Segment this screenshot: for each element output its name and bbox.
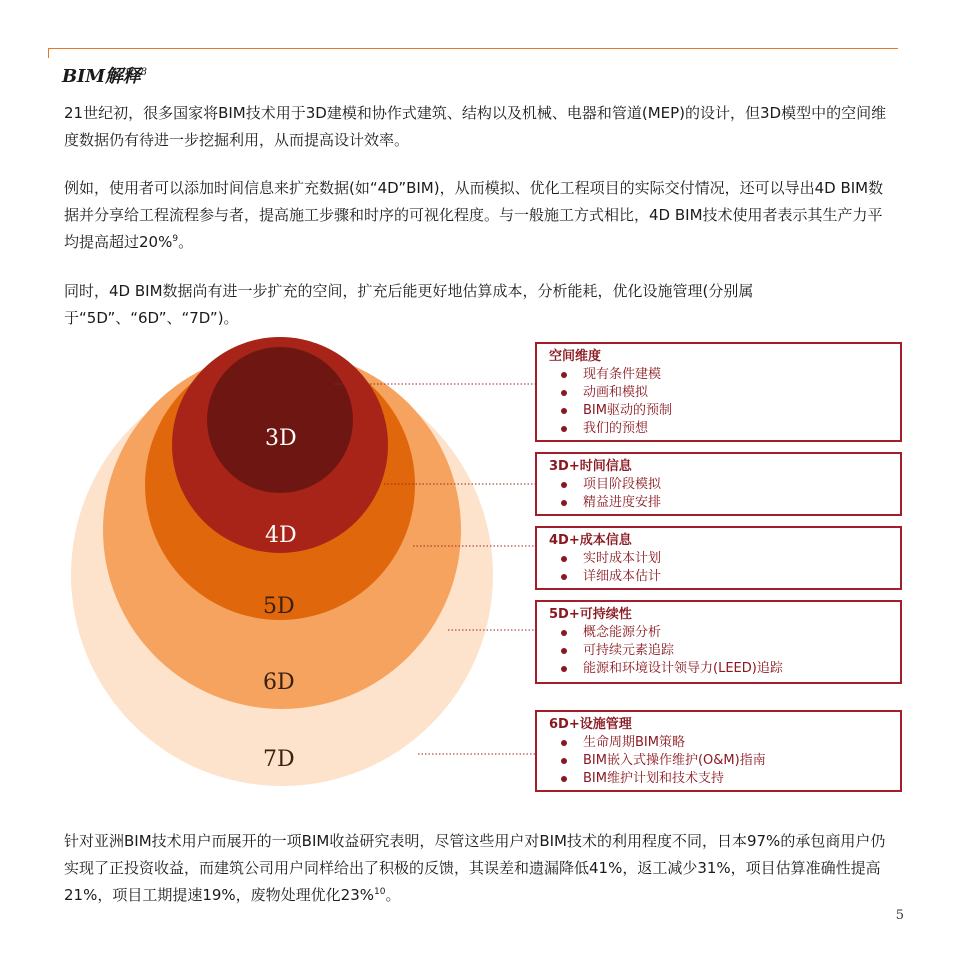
- bullet-icon: [561, 630, 567, 636]
- list-item: [557, 624, 888, 642]
- paragraph-study-end: 。: [385, 886, 401, 904]
- paragraph-4d-text: 例如，使用者可以添加时间信息来扩充数据(如“4D”BIM)，从而模拟、优化工程项目的实际交付情况，还可以导出4D BIM数据并分享给工程流程参与者，提高施工步骤和时序的可视化程度。与一般施工方式相比，4D BIM技术使用者表示其生产力平均提高超过20%: [64, 179, 884, 251]
- list-item-text: 项目阶段模拟: [583, 477, 662, 492]
- box-list: [549, 734, 888, 788]
- box-sustainability: [535, 600, 902, 684]
- bim-dimensions-diagram: [0, 330, 960, 830]
- paragraph-4d-end: 。: [178, 233, 194, 251]
- list-item: [557, 568, 888, 586]
- bullet-icon: [561, 482, 567, 488]
- list-item: [557, 550, 888, 568]
- bullet-icon: [561, 740, 567, 746]
- ring-label-4d: 4D: [265, 523, 297, 548]
- ring-label-7d: 7D: [263, 747, 295, 772]
- bullet-icon: [561, 500, 567, 506]
- list-item: [557, 642, 888, 660]
- bullet-icon: [561, 426, 567, 432]
- list-item-text: 我们的预想: [583, 421, 649, 436]
- ring-3d: [207, 347, 353, 493]
- section-title: [62, 62, 147, 88]
- header-rule: [48, 48, 898, 49]
- footnote-ref: 10: [374, 887, 386, 897]
- list-item-text: 可持续元素追踪: [583, 643, 675, 658]
- bullet-icon: [561, 758, 567, 764]
- paragraph-extension: 同时，4D BIM数据尚有进一步扩充的空间，扩充后能更好地估算成本，分析能耗，优化设施管理(分别属于“5D”、“6D”、“7D”)。: [64, 282, 754, 327]
- box-list: [549, 550, 888, 586]
- list-item-text: 动画和模拟: [583, 385, 649, 400]
- box-list: [549, 476, 888, 512]
- list-item-text: 现有条件建模: [583, 367, 662, 382]
- bullet-icon: [561, 408, 567, 414]
- box-title: 3D+时间信息: [549, 459, 632, 474]
- header-rule-tick: [48, 48, 49, 58]
- list-item: [557, 384, 888, 402]
- list-item-text: 精益进度安排: [583, 495, 662, 510]
- paragraph-intro: 21世纪初，很多国家将BIM技术用于3D建模和协作式建筑、结构以及机械、电器和管道(MEP)的设计，但3D模型中的空间维度数据仍有待进一步挖掘利用，从而提高设计效率。: [64, 104, 887, 149]
- list-item-text: BIM驱动的预制: [583, 403, 672, 418]
- list-item-text: 生命周期BIM策略: [583, 735, 685, 750]
- bullet-icon: [561, 666, 567, 672]
- list-item: [557, 494, 888, 512]
- ring-label-3d: 3D: [265, 426, 297, 451]
- list-item: [557, 476, 888, 494]
- footnote-ref: 8: [140, 67, 147, 78]
- list-item-text: 概念能源分析: [583, 625, 662, 640]
- box-cost: [535, 526, 902, 590]
- box-title: 空间维度: [549, 349, 602, 364]
- page-number: 5: [895, 908, 904, 923]
- box-list: [549, 366, 888, 438]
- list-item-text: BIM维护计划和技术支持: [583, 771, 724, 786]
- box-spatial: [535, 342, 902, 442]
- bullet-icon: [561, 776, 567, 782]
- list-item: [557, 660, 888, 678]
- list-item: [557, 770, 888, 788]
- section-title-text: BIM解释: [62, 66, 141, 87]
- box-title: 4D+成本信息: [549, 533, 632, 548]
- list-item: [557, 420, 888, 438]
- list-item-text: 能源和环境设计领导力(LEED)追踪: [583, 661, 783, 676]
- list-item: [557, 752, 888, 770]
- list-item-text: BIM嵌入式操作维护(O&M)指南: [583, 753, 766, 768]
- box-list: [549, 624, 888, 678]
- paragraph-4d-example: [64, 175, 894, 256]
- paragraph-study-text: 针对亚洲BIM技术用户而展开的一项BIM收益研究表明，尽管这些用户对BIM技术的利用程度不同，日本97%的承包商用户仍实现了正投资收益，而建筑公司用户同样给出了积极的反馈，其误差和遗漏降低41%，返工减少31%，项目估算准确性提高21%，项目工期提速19%，废物处理优化23%: [64, 832, 886, 904]
- list-item-text: 详细成本估计: [583, 569, 662, 584]
- bullet-icon: [561, 648, 567, 654]
- box-title: 5D+可持续性: [549, 607, 632, 622]
- list-item: [557, 402, 888, 420]
- ring-label-6d: 6D: [263, 670, 295, 695]
- bullet-icon: [561, 372, 567, 378]
- bullet-icon: [561, 556, 567, 562]
- ring-label-5d: 5D: [263, 594, 295, 619]
- list-item-text: 实时成本计划: [583, 551, 662, 566]
- box-title: 6D+设施管理: [549, 717, 632, 732]
- box-time: [535, 452, 902, 516]
- bullet-icon: [561, 574, 567, 580]
- list-item: [557, 734, 888, 752]
- box-facility-management: [535, 710, 902, 792]
- paragraph-study-results: [64, 828, 894, 909]
- bullet-icon: [561, 390, 567, 396]
- footnote-ref: 9: [172, 234, 179, 244]
- list-item: [557, 366, 888, 384]
